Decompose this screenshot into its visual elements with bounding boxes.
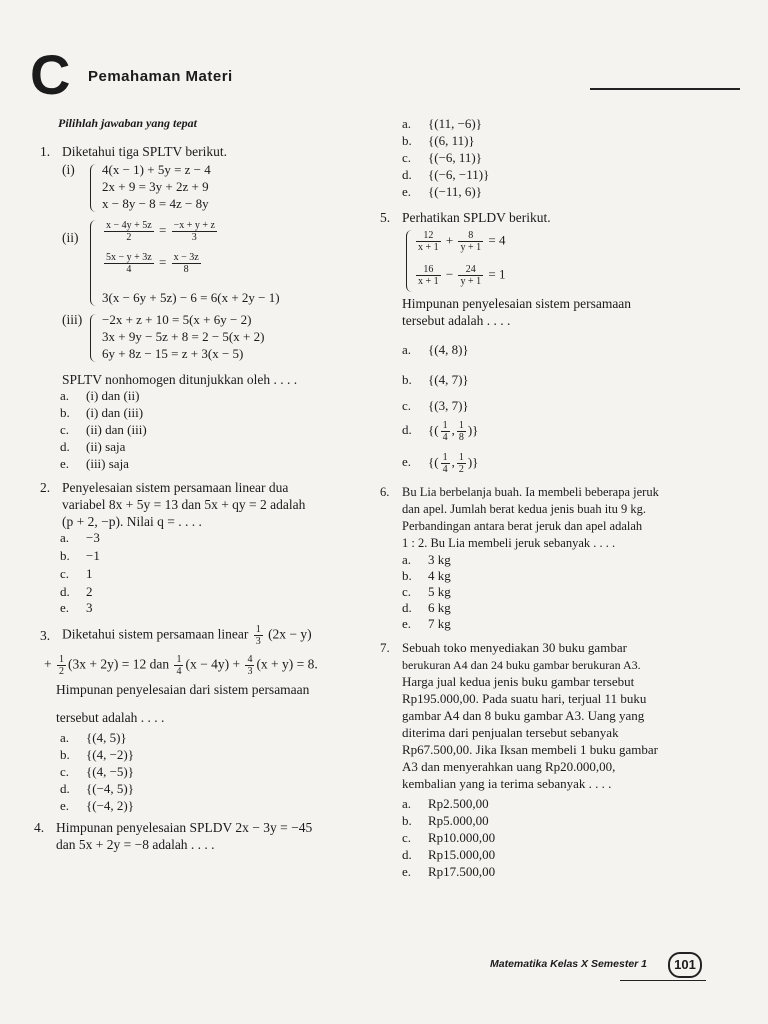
question-line: 1 : 2. Bu Lia membeli jeruk sebanyak . . . . bbox=[402, 536, 616, 550]
footer-rule bbox=[620, 980, 706, 981]
fraction: $\frac{1}{8}$ bbox=[458, 420, 464, 443]
option-b[interactable]: b. 4 kg bbox=[402, 568, 451, 583]
question-prompt: SPLTV nonhomogen ditunjukkan oleh . . . . bbox=[62, 372, 298, 387]
system-brace bbox=[90, 220, 97, 306]
question-text: Perhatikan SPLDV berikut. bbox=[402, 210, 551, 225]
option-c[interactable]: c. {(−6, 11)} bbox=[402, 150, 482, 165]
question-line: A3 dan menyerahkan uang Rp20.000,00, bbox=[402, 759, 616, 774]
option-b[interactable]: b. {(4, 7)} bbox=[402, 372, 469, 387]
page-number: 101 bbox=[668, 952, 702, 978]
question-line: tersebut adalah . . . . bbox=[56, 710, 165, 725]
fraction-equation: $\frac{12}{x + 1}$ + $\frac{8}{y + 1}$ = 4 bbox=[418, 230, 506, 253]
question-6 bbox=[380, 484, 720, 552]
fraction: $\frac{8}{y + 1}$ bbox=[460, 230, 482, 253]
equation: x − 8y − 8 = 4z − 8y bbox=[102, 196, 209, 211]
fraction-equation: $\frac{x - 4y + 5z}{2}$ = $\frac{-x + y + z}{3}$ bbox=[106, 220, 215, 243]
question-line: Bu Lia berbelanja buah. Ia membeli beberapa jeruk bbox=[402, 485, 659, 499]
question-5 bbox=[380, 210, 710, 338]
option-e[interactable]: e. {(−11, 6)} bbox=[402, 184, 482, 199]
fraction: $\frac{x - 4y + 5z}{2}$ bbox=[106, 220, 152, 243]
equation: 3x + 9y − 5z + 8 = 2 − 5(x + 2) bbox=[102, 329, 265, 344]
question-number: 6. bbox=[380, 485, 390, 499]
section-title: Pemahaman Materi bbox=[88, 68, 233, 85]
fraction: $\frac{1}{2}$ bbox=[458, 452, 464, 475]
fraction: $\frac{1}{4}$ bbox=[176, 654, 182, 677]
option-c[interactable]: c. 1 bbox=[60, 566, 93, 581]
fraction: $\frac{12}{x + 1}$ bbox=[418, 230, 439, 253]
question-line: Himpunan penyelesaian dari sistem persamaan bbox=[56, 682, 310, 697]
equation: 4(x − 1) + 5y = z − 4 bbox=[102, 162, 211, 177]
system-brace bbox=[90, 164, 97, 212]
book-title: Matematika Kelas X Semester 1 bbox=[490, 958, 648, 970]
system-label: (i) bbox=[62, 162, 75, 177]
question-number: 4. bbox=[34, 820, 45, 835]
option-b[interactable]: b. Rp5.000,00 bbox=[402, 813, 489, 828]
question-number: 2. bbox=[40, 480, 51, 495]
option-a[interactable]: a. (i) dan (ii) bbox=[60, 388, 140, 403]
option-c[interactable]: c. {(4, −5)} bbox=[60, 764, 134, 779]
option-a[interactable]: a. −3 bbox=[60, 530, 100, 545]
fraction: $\frac{4}{3}$ bbox=[247, 654, 253, 677]
question-line: Sebuah toko menyediakan 30 buku gambar bbox=[402, 640, 627, 655]
option-b[interactable]: b. −1 bbox=[60, 548, 100, 563]
option-c[interactable]: c. (ii) dan (iii) bbox=[60, 422, 147, 437]
fraction: $\frac{-x + y + z}{3}$ bbox=[173, 220, 215, 243]
question-line: tersebut adalah . . . . bbox=[402, 313, 511, 328]
question-4 bbox=[36, 820, 376, 856]
option-d[interactable]: d. {( $\frac{1}{4}$ , $\frac{1}{8}$ )} bbox=[402, 420, 479, 443]
option-a[interactable]: a. {(4, 5)} bbox=[60, 730, 127, 745]
option-d[interactable]: d. 6 kg bbox=[402, 600, 451, 615]
option-d[interactable]: d. Rp15.000,00 bbox=[402, 847, 496, 862]
question-line: gambar A4 dan 8 buku gambar A3. Uang yang bbox=[402, 708, 645, 723]
question-line: dan 5x + 2y = −8 adalah . . . . bbox=[56, 837, 215, 852]
equation: 6y + 8z − 15 = z + 3(x − 5) bbox=[102, 346, 244, 361]
question-number: 1. bbox=[40, 144, 51, 159]
question-3 bbox=[36, 618, 376, 728]
question-line: Penyelesaian sistem persamaan linear dua bbox=[62, 480, 289, 495]
question-line: Perbandingan antara berat jeruk dan apel adalah bbox=[402, 519, 643, 533]
option-e[interactable]: e. (iii) saja bbox=[60, 456, 129, 471]
question-line: Rp67.500,00. Jika Iksan membeli 1 buku gambar bbox=[402, 742, 658, 757]
fraction: $\frac{24}{y + 1}$ bbox=[460, 264, 482, 287]
fraction: $\frac{1}{4}$ bbox=[442, 420, 448, 443]
option-a[interactable]: a. Rp2.500,00 bbox=[402, 796, 489, 811]
question-number: 7. bbox=[380, 640, 390, 655]
option-d[interactable]: d. (ii) saja bbox=[60, 439, 126, 454]
question-number: 3. bbox=[40, 628, 51, 643]
option-a[interactable]: a. {(11, −6)} bbox=[402, 116, 482, 131]
option-d[interactable]: d. {(−4, 5)} bbox=[60, 781, 134, 796]
option-e[interactable]: e. 7 kg bbox=[402, 616, 451, 631]
fraction: $\frac{1}{4}$ bbox=[442, 452, 448, 475]
option-a[interactable]: a. {(4, 8)} bbox=[402, 342, 469, 357]
system-brace bbox=[406, 230, 413, 292]
system-label: (iii) bbox=[62, 312, 83, 327]
option-c[interactable]: c. 5 kg bbox=[402, 584, 451, 599]
option-d[interactable]: d. {(−6, −11)} bbox=[402, 167, 490, 182]
option-a[interactable]: a. 3 kg bbox=[402, 552, 451, 567]
question-line: Diketahui sistem persamaan linear $\frac{1}{3}$ (2x − y) bbox=[62, 624, 312, 647]
header-rule bbox=[590, 88, 740, 90]
fraction: $\frac{5x - y + 3z}{4}$ bbox=[106, 252, 152, 275]
equation: 2x + 9 = 3y + 2z + 9 bbox=[102, 179, 209, 194]
system-label: (ii) bbox=[62, 230, 79, 245]
question-line: Himpunan penyelesaian sistem persamaan bbox=[402, 296, 632, 311]
question-line: variabel 8x + 5y = 13 dan 5x + qy = 2 adalah bbox=[62, 497, 306, 512]
option-c[interactable]: c. Rp10.000,00 bbox=[402, 830, 496, 845]
question-2 bbox=[36, 480, 366, 536]
equation: −2x + z + 10 = 5(x + 6y − 2) bbox=[102, 312, 252, 327]
question-line: dan apel. Jumlah berat kedua jenis buah itu 9 kg. bbox=[402, 502, 647, 516]
option-b[interactable]: b. (i) dan (iii) bbox=[60, 405, 144, 420]
question-line: berukuran A4 dan 24 buku gambar berukuran A3. bbox=[402, 658, 641, 672]
fraction-equation: $\frac{16}{x + 1}$ − $\frac{24}{y + 1}$ = 1 bbox=[418, 264, 506, 287]
fraction: $\frac{x - 3z}{8}$ bbox=[173, 252, 199, 275]
fraction: $\frac{1}{2}$ bbox=[59, 654, 64, 677]
option-d[interactable]: d. 2 bbox=[60, 584, 93, 599]
system-brace bbox=[90, 314, 97, 362]
question-line: (p + 2, −p). Nilai q = . . . . bbox=[62, 514, 202, 529]
option-c[interactable]: c. {(3, 7)} bbox=[402, 398, 469, 413]
option-b[interactable]: b. {(6, 11)} bbox=[402, 133, 475, 148]
question-line: Harga jual kedua jenis buku gambar tersebut bbox=[402, 674, 635, 689]
option-e[interactable]: e. {(−4, 2)} bbox=[60, 798, 134, 813]
question-line: Himpunan penyelesaian SPLDV 2x − 3y = −45 bbox=[56, 820, 313, 835]
option-e[interactable]: e. 3 bbox=[60, 600, 93, 615]
section-letter: C bbox=[30, 43, 71, 106]
question-7 bbox=[380, 640, 720, 794]
option-b[interactable]: b. {(4, −2)} bbox=[60, 747, 134, 762]
option-e[interactable]: e. Rp17.500,00 bbox=[402, 864, 496, 879]
question-number: 5. bbox=[380, 210, 391, 225]
question-text: Diketahui tiga SPLTV berikut. bbox=[62, 144, 227, 159]
equation: 3(x − 6y + 5z) − 6 = 6(x + 2y − 1) bbox=[102, 290, 280, 305]
fraction: $\frac{16}{x + 1}$ bbox=[418, 264, 439, 287]
section-subtitle: Pilihlah jawaban yang tepat bbox=[58, 116, 198, 130]
option-e[interactable]: e. {( $\frac{1}{4}$ , $\frac{1}{2}$ )} bbox=[402, 452, 479, 475]
question-line: diterima dari penjualan tersebut sebanyak bbox=[402, 725, 619, 740]
question-line: + $\frac{1}{2}$ (3x + 2y) = 12 dan $\frac{1}{4}$ (x − 4y) + $\frac{4}{3}$ (x + y) = 8. bbox=[44, 654, 318, 677]
fraction: $\frac{1}{3}$ bbox=[255, 624, 261, 647]
question-line: kembalian yang ia terima sebanyak . . . . bbox=[402, 776, 612, 791]
question-line: Rp195.000,00. Pada suatu hari, terjual 11 buku bbox=[402, 691, 647, 706]
fraction-equation: $\frac{5x - y + 3z}{4}$ = $\frac{x - 3z}{8}$ bbox=[106, 252, 199, 275]
header-bar bbox=[30, 43, 730, 108]
page-footer bbox=[480, 950, 710, 980]
